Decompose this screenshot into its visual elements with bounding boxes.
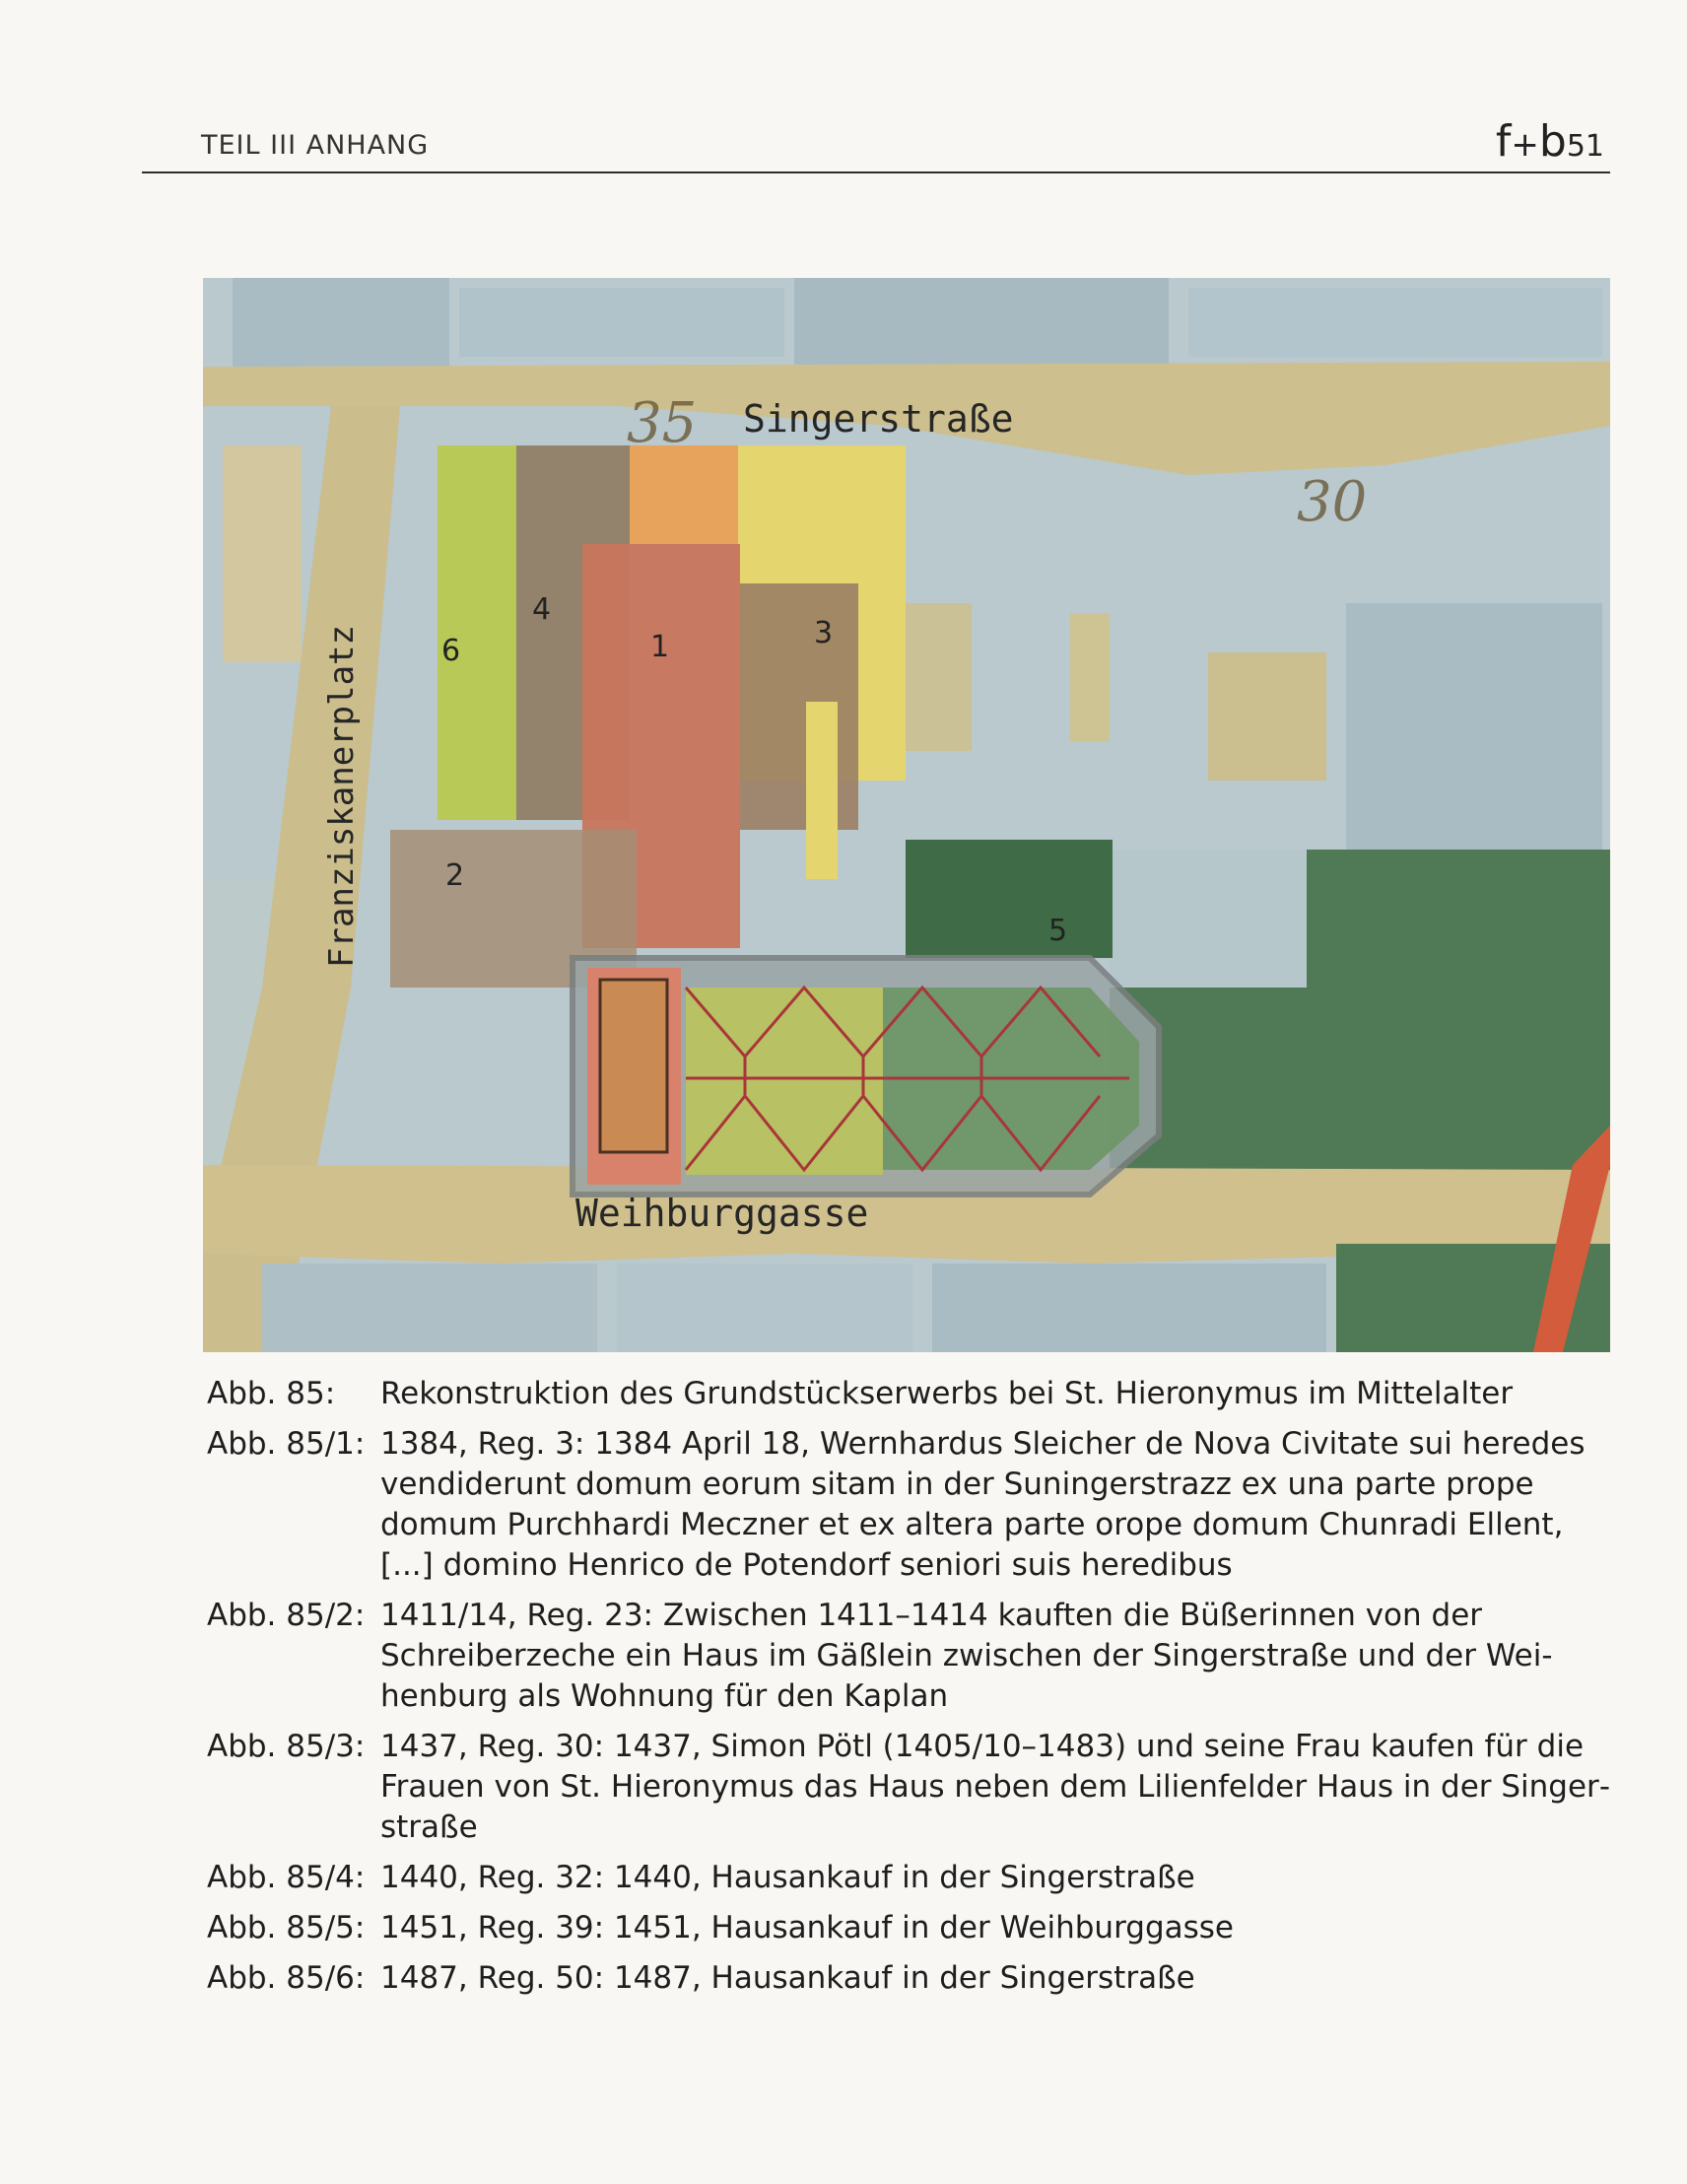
caption-text: 1411/14, Reg. 23: Zwischen 1411–1414 kauften die Büßerinnen von der Schreiberzeche ein Haus im Gäßlein zwischen der Singerstraße und der Weihenburg als Wohnung für den Kaplan	[380, 1598, 1553, 1714]
caption-text: 1451, Reg. 39: 1451, Hausankauf in der Weihburggasse	[380, 1910, 1235, 1945]
block-bottom-3	[932, 1263, 1326, 1352]
right-building-2	[1070, 613, 1110, 741]
left-building-1	[223, 445, 302, 662]
map-figure	[203, 278, 1610, 1352]
parcel-orange-top	[630, 445, 738, 544]
section-title: TEIL III ANHANG	[201, 130, 430, 161]
caption-text: 1440, Reg. 32: 1440, Hausankauf in der Singerstraße	[380, 1860, 1195, 1895]
block-top-3	[794, 278, 1169, 367]
parcel-label-5: 5	[1048, 914, 1068, 948]
street-label-franziskanerplatz: Franziskanerplatz	[322, 625, 362, 968]
block-top-2	[459, 288, 784, 357]
caption-item	[207, 1374, 1616, 1414]
parcel-label-3: 3	[814, 616, 834, 650]
caption-label: Abb. 85:	[207, 1376, 336, 1411]
old-number-35: 35	[627, 391, 698, 455]
page-header	[142, 116, 1610, 173]
caption-text: 1437, Reg. 30: 1437, Simon Pötl (1405/10–1483) und seine Frau kaufen für die Frauen von St. Hieronymus das Haus neben dem Lilienfelder Haus in der Singerstraße	[380, 1729, 1610, 1845]
right-block	[1346, 603, 1602, 859]
caption-label: Abb. 85/6:	[207, 1960, 366, 1996]
caption-label: Abb. 85/5:	[207, 1910, 366, 1945]
grey-block-over-green	[1110, 850, 1307, 988]
caption-item	[207, 1858, 1616, 1898]
page-folio	[1496, 116, 1604, 167]
caption-label: Abb. 85/4:	[207, 1860, 366, 1895]
caption-item	[207, 1424, 1616, 1586]
caption-item	[207, 1908, 1616, 1948]
parcel-5	[906, 840, 1113, 958]
parcel-3	[740, 583, 858, 830]
block-bottom-1	[262, 1263, 597, 1352]
caption-label: Abb. 85/3:	[207, 1729, 366, 1764]
old-number-30: 30	[1297, 470, 1368, 534]
parcel-label-1: 1	[650, 630, 670, 664]
caption-item	[207, 1596, 1616, 1717]
parcel-label-6: 6	[441, 634, 461, 668]
block-top-4	[1188, 288, 1602, 357]
caption-text: 1487, Reg. 50: 1487, Hausankauf in der Singerstraße	[380, 1960, 1195, 1996]
caption-item	[207, 1958, 1616, 1999]
map-svg	[203, 278, 1610, 1352]
parcel-6	[438, 445, 516, 820]
parcel-3-inner	[806, 702, 838, 879]
folio-prefix: f	[1495, 116, 1512, 167]
parcel-label-4: 4	[532, 592, 552, 627]
block-top-1	[233, 278, 449, 367]
caption-label: Abb. 85/2:	[207, 1598, 366, 1633]
figure-captions	[207, 1374, 1616, 2009]
caption-item	[207, 1727, 1616, 1848]
folio-plus: +	[1511, 125, 1539, 165]
right-building-3	[1208, 652, 1326, 781]
folio-letter: b	[1538, 116, 1567, 167]
page-number: 51	[1566, 129, 1604, 164]
caption-text: 1384, Reg. 3: 1384 April 18, Wernhardus Sleicher de Nova Civitate sui heredes vendiderunt domum eorum sitam in der Suningerstrazz ex una parte prope domum Purchhardi Meczner et ex altera parte orope domum Chunradi Ellent, [...] domino Henrico de Potendorf seniori suis heredibus	[380, 1426, 1586, 1583]
street-label-singerstrasse: Singerstraße	[743, 397, 1014, 441]
church-tower	[600, 980, 667, 1152]
caption-label: Abb. 85/1:	[207, 1426, 366, 1462]
caption-text: Rekonstruktion des Grundstückserwerbs bei St. Hieronymus im Mittelalter	[380, 1376, 1514, 1411]
block-bottom-2	[617, 1263, 912, 1352]
parcel-label-2: 2	[445, 858, 465, 893]
street-label-weihburggasse: Weihburggasse	[575, 1192, 869, 1235]
